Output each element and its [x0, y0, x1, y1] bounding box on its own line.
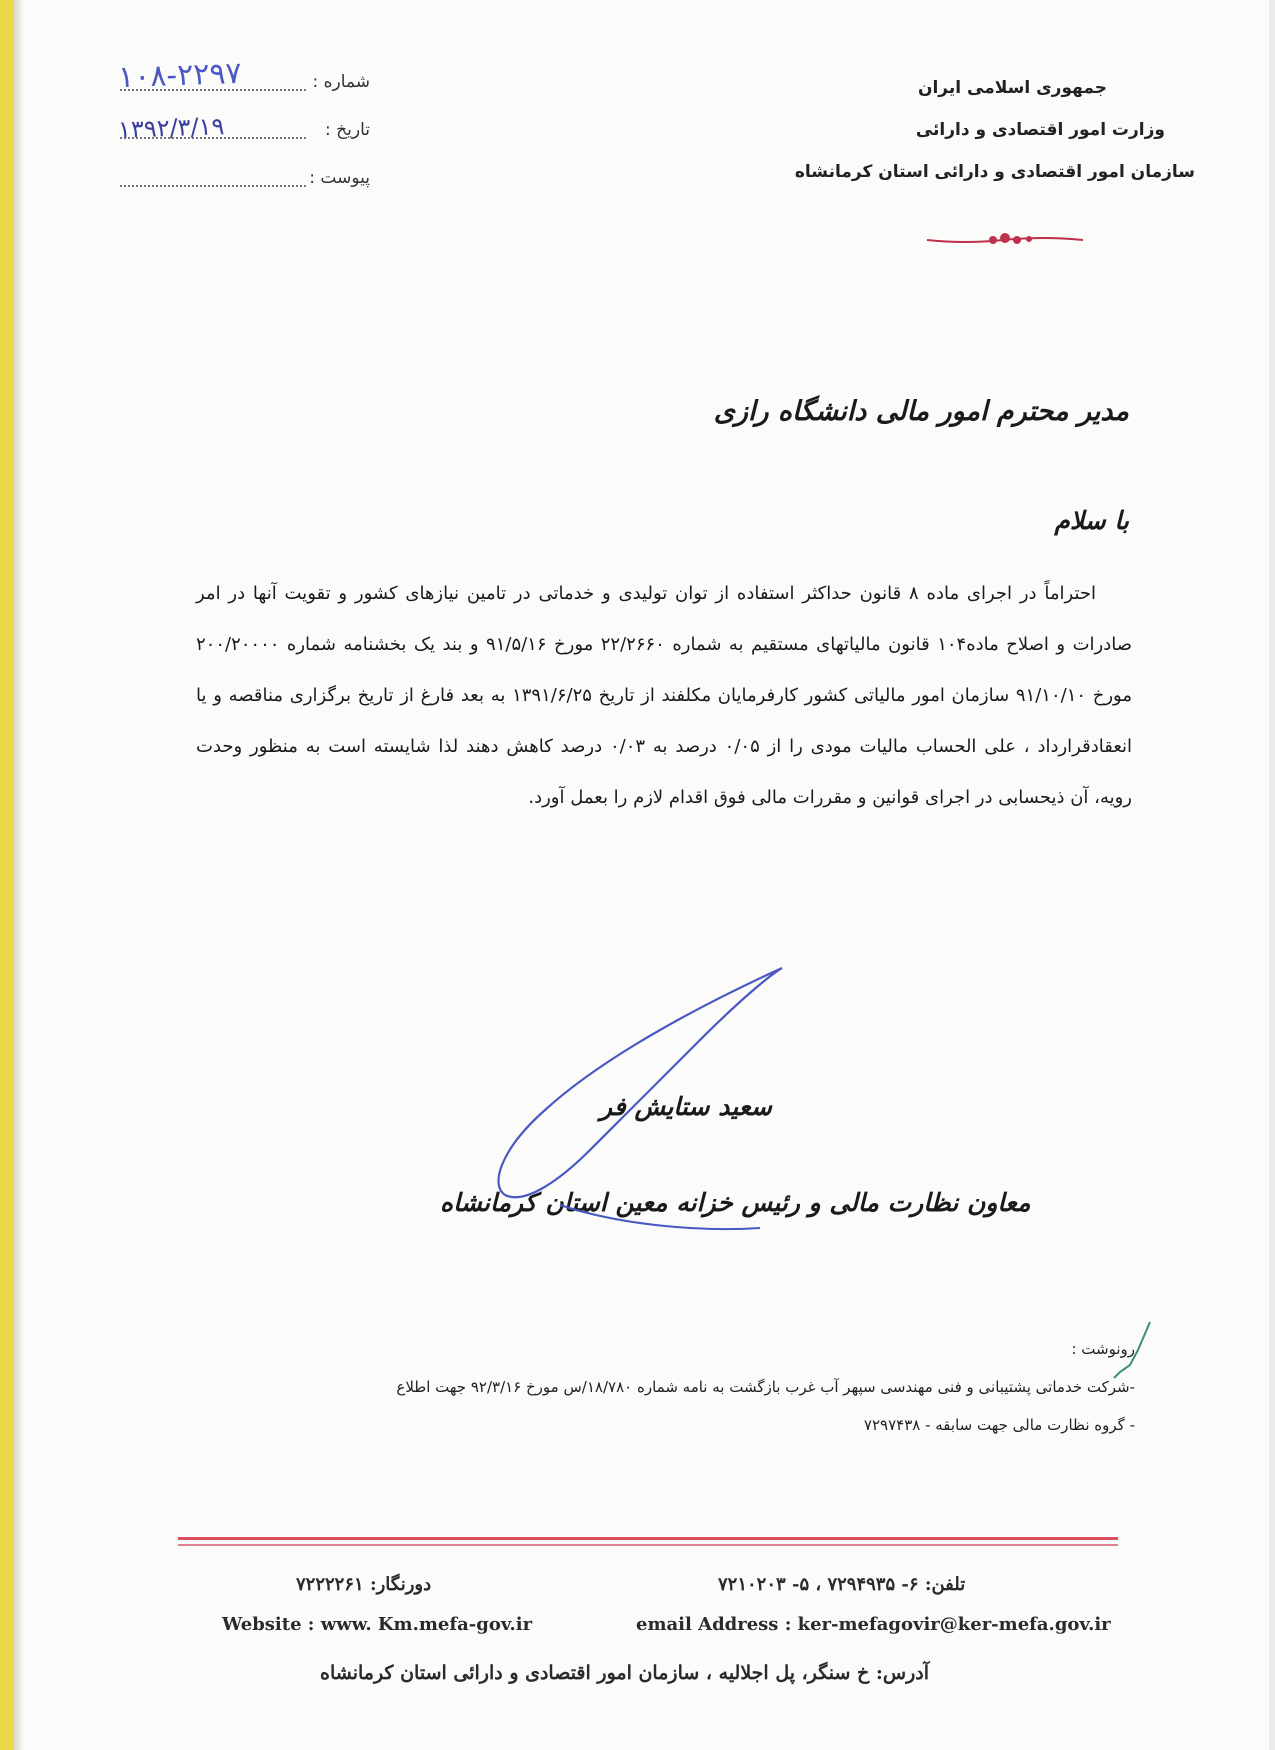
- footer-email: email Address : ker-mefagovir@ker-mefa.gov.ir: [636, 1614, 1111, 1635]
- cc-label: رونوشت :: [1071, 1340, 1135, 1358]
- attachment-label: پیوست :: [309, 168, 370, 188]
- cc-item: -شرکت خدماتی پشتیبانی و فنی مهندسی سپهر آب غرب بازگشت به نامه شماره ۱۸/۷۸۰/س مورخ ۹۲/۳/۱۶ جهت اطلاع: [396, 1378, 1135, 1396]
- letter-meta: [110, 55, 370, 216]
- greeting: با سلام: [1054, 506, 1129, 535]
- number-handwritten: ۱۰۸-۲۲۹۷: [117, 55, 243, 96]
- letterhead-line-3: سازمان امور اقتصادی و دارائی استان کرمانشاه: [794, 162, 1195, 182]
- attachment-dotted-line: [120, 185, 306, 187]
- letterhead: [715, 78, 1195, 204]
- date-handwritten: ۱۳۹۲/۳/۱۹: [117, 112, 225, 144]
- footer-phone: تلفن: ۶- ۷۲۹۴۹۳۵ ، ۵- ۷۲۱۰۲۰۳: [718, 1574, 966, 1595]
- meta-number-row: [110, 55, 370, 120]
- meta-date-row: [110, 112, 370, 168]
- cc-item: - گروه نظارت مالی جهت سابقه - ۷۲۹۷۴۳۸: [863, 1416, 1135, 1434]
- signer-name: سعید ستایش فر: [600, 1092, 772, 1121]
- letterhead-line-2: وزارت امور اقتصادی و دارائی: [915, 120, 1165, 140]
- number-label: شماره :: [312, 72, 370, 92]
- date-label: تاریخ :: [325, 120, 370, 140]
- footer-divider: [178, 1537, 1118, 1549]
- recipient-line: مدیر محترم امور مالی دانشگاه رازی: [713, 396, 1129, 427]
- letterhead-line-1: جمهوری اسلامی ایران: [917, 78, 1107, 98]
- signer-title: معاون نظارت مالی و رئیس خزانه معین استان کرمانشاه: [440, 1188, 1031, 1217]
- letter-body: [196, 568, 1132, 823]
- meta-attachment-row: [110, 168, 370, 216]
- paper-edge-shadow: [14, 0, 24, 1750]
- carbon-copy-section: [235, 1330, 1135, 1444]
- body-paragraph: احتراماً در اجرای ماده ۸ قانون حداکثر استفاده از توان تولیدی و خدماتی در تامین نیازهای کشور و تقویت آنها در امر صادرات و اصلاح ماده۱۰۴ قانون مالیاتهای مستقیم به شماره ۲۲/۲۶۶۰ مورخ ۹۱/۵/۱۶ و بند یک بخشنامه شماره ۲۰۰/۲۰۰۰۰ مورخ ۹۱/۱۰/۱۰ سازمان امور مالیاتی کشور کارفرمایان مکلفند از تاریخ ۱۳۹۱/۶/۲۵ به بعد فارغ از تاریخ برگزاری مناقصه و یا انعقادقرارداد ، علی الحساب مالیات مودی را از ۰/۰۵ درصد به ۰/۰۳ درصد کاهش دهند لذا شایسته است به منظور وحدت رویه، آن ذیحسابی در اجرای قوانین و مقررات مالی فوق اقدام لازم را بعمل آورد.: [196, 583, 1133, 808]
- paper-edge-right: [1269, 0, 1275, 1750]
- footer-fax: دورنگار: ۷۲۲۲۲۶۱: [296, 1574, 432, 1595]
- paper-edge-yellow: [0, 0, 14, 1750]
- footer-address: آدرس: خ سنگر، پل اجلالیه ، سازمان امور اقتصادی و دارائی استان کرمانشاه: [320, 1662, 929, 1684]
- ornament-divider-icon: [925, 228, 1085, 252]
- footer-website: Website : www. Km.mefa-gov.ir: [222, 1614, 533, 1635]
